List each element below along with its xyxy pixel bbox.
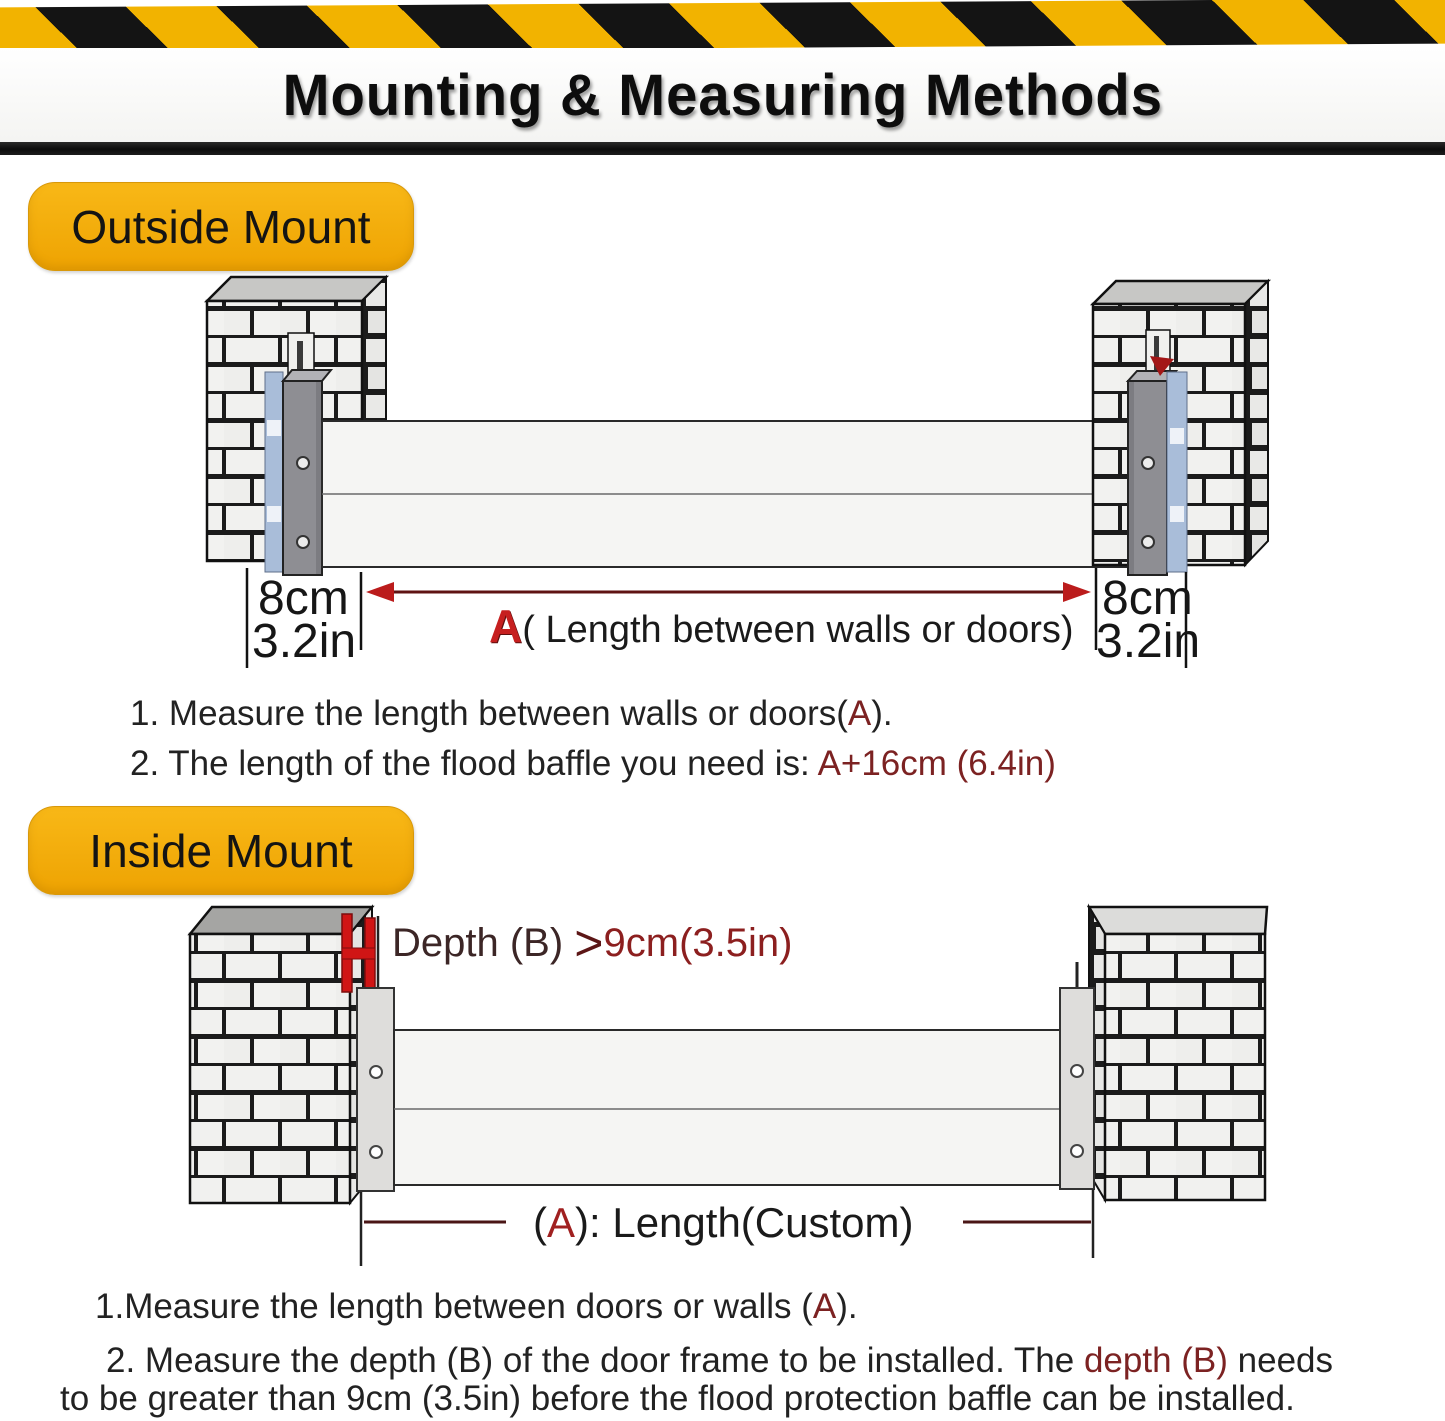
outside-dim-left-in: 3.2in — [252, 615, 357, 668]
screw-hole — [297, 536, 309, 548]
outside-dim-right-in: 3.2in — [1096, 615, 1201, 668]
outside-barrier-panel — [322, 421, 1132, 567]
inside-step-1: 1.Measure the length between doors or walls (A). — [95, 1287, 858, 1326]
outside-mount-label: Outside Mount — [28, 182, 414, 271]
inside-mount-label: Inside Mount — [28, 806, 414, 895]
outside-right-pillar — [1093, 281, 1268, 575]
arrowhead-left — [366, 582, 394, 602]
inside-step-2-line-2: to be greater than 9cm (3.5in) before the flood protection baffle can be installed. — [60, 1379, 1295, 1418]
outside-dim-right-cm: 8cm — [1102, 572, 1193, 625]
dimension-a: A — [489, 600, 523, 652]
outside-step-1: 1. Measure the length between walls or doors(A). — [130, 694, 893, 733]
inside-step-2-line-1: 2. Measure the depth (B) of the door frame to be installed. The depth (B) needs — [106, 1341, 1334, 1380]
screw-hole — [370, 1066, 382, 1078]
screw-hole — [297, 457, 309, 469]
inside-length-label: (A): Length(Custom) — [533, 1199, 914, 1246]
inside-depth-label: Depth (B) >9cm(3.5in) — [392, 915, 793, 971]
dimension-a: A — [547, 1199, 576, 1246]
inside-left-pillar — [190, 907, 394, 1203]
header-divider-bar — [0, 142, 1445, 155]
bracket-top — [283, 370, 331, 381]
outside-step-2: 2. The length of the flood baffle you need is: A+16cm (6.4in) — [130, 744, 1056, 783]
mounting-plate — [1060, 988, 1094, 1189]
page-title: Mounting & Measuring Methods — [282, 62, 1163, 128]
seal-channel — [1167, 372, 1187, 572]
header-band — [0, 48, 1445, 142]
hazard-stripe-banner — [0, 0, 1445, 52]
inside-right-pillar — [1060, 907, 1267, 1200]
outside-span-label: A( Length between walls or doors) — [489, 600, 1074, 652]
mounting-plate — [357, 988, 394, 1191]
screw-hole — [370, 1146, 382, 1158]
inside-barrier-panel — [394, 1030, 1061, 1185]
outside-dim-left-cm: 8cm — [258, 572, 349, 625]
seal-channel — [265, 372, 283, 572]
